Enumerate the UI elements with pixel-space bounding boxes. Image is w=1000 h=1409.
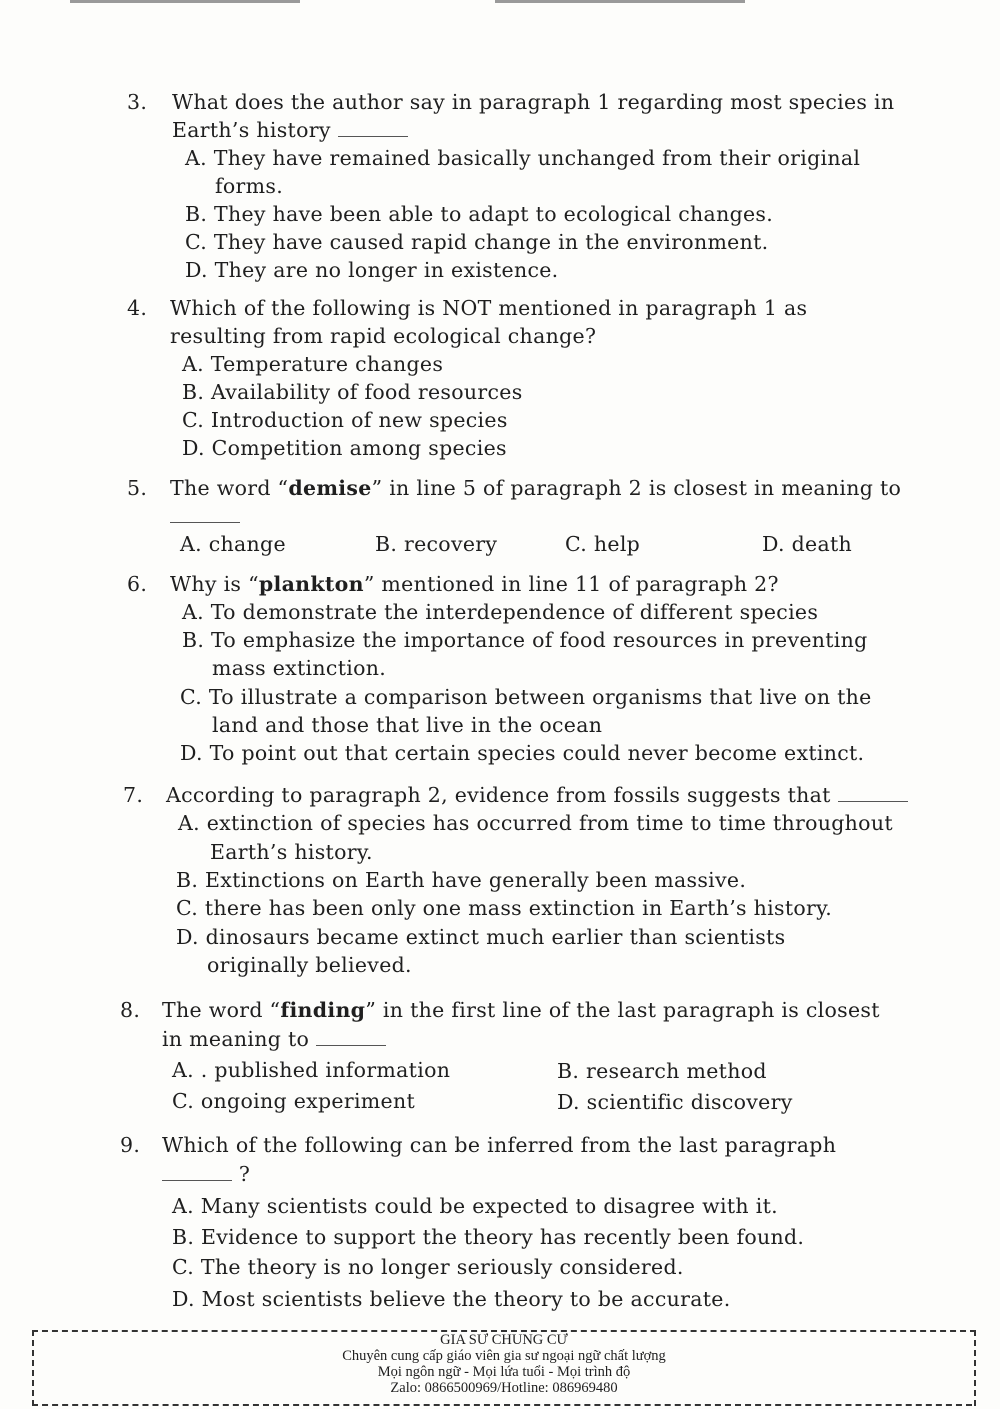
top-rule-right (495, 0, 745, 3)
keyword-bold: plankton (258, 572, 364, 596)
option-a-continued: Earth’s history. (210, 840, 373, 864)
option-c-continued: land and those that live in the ocean (212, 713, 603, 737)
option-d: D. scientific discovery (557, 1090, 793, 1114)
option-d: D. They are no longer in existence. (185, 258, 559, 282)
keyword-bold: demise (288, 476, 372, 500)
option-c: C. The theory is no longer seriously considered. (172, 1255, 684, 1279)
option-c: C. Introduction of new species (182, 408, 508, 432)
footer-line-1: Chuyên cung cấp giáo viên gia sư ngoại ngữ chất lượng (342, 1348, 666, 1364)
question-stem-line: Which of the following is NOT mentioned in paragraph 1 as (170, 296, 808, 320)
footer-line-3: Zalo: 0866500969/Hotline: 086969480 (390, 1380, 618, 1396)
question-number: 8. (120, 998, 141, 1022)
question-stem-line: Which of the following can be inferred from the last paragraph (162, 1133, 837, 1157)
answer-blank (170, 504, 240, 523)
option-a: A. They have remained basically unchanged from their original (185, 146, 861, 170)
option-a: A. To demonstrate the interdependence of different species (182, 600, 819, 624)
question-number: 3. (127, 90, 148, 114)
question-stem-line: resulting from rapid ecological change? (170, 324, 597, 348)
question-number: 9. (120, 1133, 141, 1157)
question-number: 5. (127, 476, 148, 500)
question-number: 6. (127, 572, 148, 596)
answer-blank (316, 1027, 386, 1046)
question-stem-line: Why is “plankton” mentioned in line 11 of paragraph 2? (170, 572, 779, 596)
option-b: B. recovery (375, 532, 498, 556)
option-a: A. extinction of species has occurred from time to time throughout (178, 811, 893, 835)
option-a: A. Temperature changes (182, 352, 444, 376)
option-d-continued: originally believed. (207, 953, 412, 977)
question-number: 4. (127, 296, 148, 320)
option-b: B. Availability of food resources (182, 380, 523, 404)
option-d: D. death (762, 532, 853, 556)
question-stem-line: What does the author say in paragraph 1 regarding most species in (172, 90, 895, 114)
option-c: C. help (565, 532, 641, 556)
option-a: A. Many scientists could be expected to disagree with it. (172, 1194, 778, 1218)
keyword-bold: finding (280, 998, 366, 1022)
question-stem-line: According to paragraph 2, evidence from fossils suggests that (166, 781, 908, 809)
option-b: B. research method (557, 1059, 767, 1083)
top-rule-left (70, 0, 300, 3)
answer-blank (338, 118, 408, 137)
option-b-continued: mass extinction. (212, 656, 387, 680)
option-c: C. there has been only one mass extinction in Earth’s history. (176, 896, 833, 920)
option-d: D. Competition among species (182, 436, 507, 460)
footer-bottom-rule (32, 1404, 972, 1406)
question-number: 7. (123, 783, 144, 807)
option-a: A. . published information (172, 1058, 451, 1082)
option-b: B. Extinctions on Earth have generally been massive. (176, 868, 747, 892)
question-stem-line: in meaning to (162, 1025, 386, 1053)
question-stem-line: The word “demise” in line 5 of paragraph 2 is closest in meaning to (170, 476, 902, 500)
option-a: A. change (180, 532, 286, 556)
option-c: C. To illustrate a comparison between organisms that live on the (180, 685, 872, 709)
option-d: D. Most scientists believe the theory to be accurate. (172, 1287, 731, 1311)
option-c: C. ongoing experiment (172, 1089, 416, 1113)
question-stem-line: The word “finding” in the first line of the last paragraph is closest (162, 998, 880, 1022)
option-b: B. To emphasize the importance of food resources in preventing (182, 628, 868, 652)
answer-blank (838, 783, 908, 802)
option-c: C. They have caused rapid change in the environment. (185, 230, 769, 254)
question-stem-line: ? (162, 1160, 250, 1188)
question-stem-line: Earth’s history (172, 116, 408, 144)
footer-box (32, 1330, 976, 1406)
option-d: D. To point out that certain species could never become extinct. (180, 741, 865, 765)
option-b: B. Evidence to support the theory has recently been found. (172, 1225, 805, 1249)
footer-line-2: Mọi ngôn ngữ - Mọi lứa tuổi - Mọi trình độ (377, 1364, 631, 1380)
footer-title: GIA SƯ CHUNG CƯ (440, 1332, 568, 1348)
option-b: B. They have been able to adapt to ecological changes. (185, 202, 774, 226)
option-d: D. dinosaurs became extinct much earlier than scientists (176, 925, 786, 949)
option-a-continued: forms. (215, 174, 284, 198)
answer-blank (162, 1162, 232, 1181)
